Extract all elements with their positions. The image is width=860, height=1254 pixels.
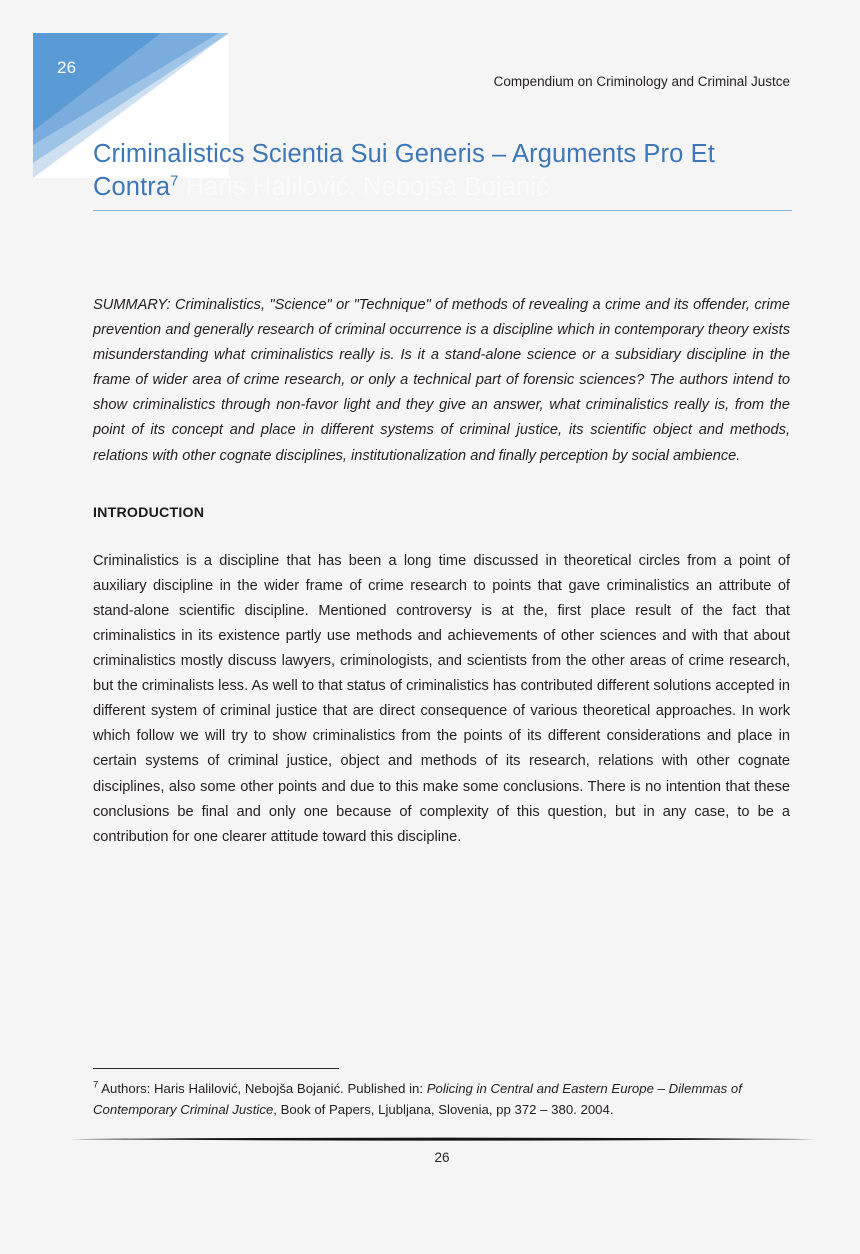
introduction-paragraph: Criminalistics is a discipline that has been a long time discussed in theoretical circles from a point of auxiliary discipline in the wider frame of crime research to points that gave criminalistics an attribute of stand-alone scientific discipline. Mentioned controversy is at the, first place result of the fact that criminalistics in its existence partly use methods and achievements of other sciences and with that about criminalistics mostly discuss lawyers, criminologists, and scientists from the other areas of crime research, but the criminalists less. As well to that status of criminalistics has contributed different solutions accepted in different system of criminal justice that are direct consequence of various theoretical approaches. In work which follow we will try to show criminalistics from the points of its different considerations and place in certain systems of criminal justice, object and methods of its research, relations with other cognate disciplines, also some other points and due to this make some conclusions. There is no intention that these conclusions be final and only one because of complexity of this question, but in any case, to be a contribution for one clearer attitude toward this discipline.	[93, 552, 790, 845]
footnote-text	[93, 1078, 790, 1121]
title-block	[93, 138, 792, 211]
footer-page-number: 26	[434, 1150, 450, 1165]
running-header: Compendium on Criminology and Criminal Justce	[493, 74, 790, 89]
summary-paragraph: SUMMARY: Criminalistics, "Science" or "Technique" of methods of revealing a crime and its offender, crime prevention and generally research of criminal occurrence is a discipline which in contemporary theory exists misunderstanding what criminalistics really is. Is it a stand-alone science or a subsidiary discipline in the frame of wider area of crime research, or only a technical part of forensic sciences? The authors intend to show criminalistics through non-favor light and they give an answer, what criminalistics really is, from the point of its concept and place in different systems of criminal justice, its scientific object and methods, relations with other cognate disciplines, institutionalization and finally perception by social ambience.	[93, 297, 790, 464]
footnote-separator-rule	[93, 1068, 339, 1069]
footnote-part-one: Authors: Haris Halilović, Nebojša Bojanić. Published in:	[98, 1081, 427, 1096]
footnote-area	[93, 1068, 790, 1121]
footnote-part-two: , Book of Papers, Ljubljana, Slovenia, pp 372 – 380. 2004.	[273, 1102, 614, 1118]
title-underline-rule	[93, 210, 792, 211]
title-footnote-marker: 7	[170, 173, 179, 190]
introduction-heading: INTRODUCTION	[93, 504, 205, 521]
footnote-publication-title: Policing in Central and Eastern Europe – Dilemmas of Contemporary Criminal Justice	[93, 1081, 742, 1118]
page-footer	[70, 1136, 814, 1165]
main-content	[93, 293, 790, 850]
title-authors: Haris Halilović, Nebojša Bojanić	[178, 173, 549, 202]
corner-page-number: 26	[57, 58, 77, 77]
page-title	[93, 138, 792, 204]
footnote-marker: 7	[93, 1079, 99, 1091]
title-main-text: Criminalistics Scientia Sui Generis – Arguments Pro Et Contra	[93, 140, 715, 202]
footer-tapered-rule-icon	[70, 1136, 814, 1143]
